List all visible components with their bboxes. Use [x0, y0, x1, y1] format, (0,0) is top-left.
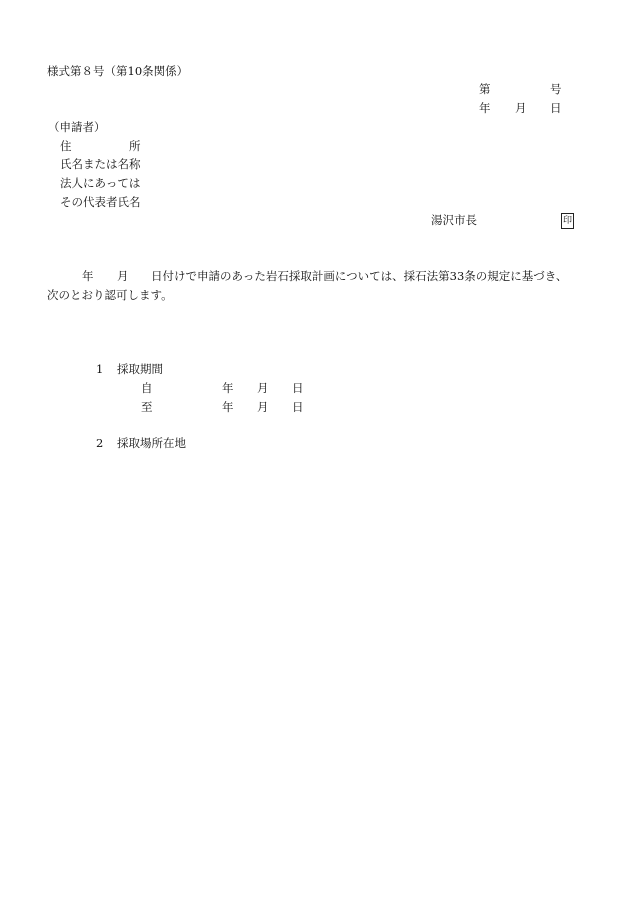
applicant-heading: （申請者） — [48, 120, 106, 134]
date-day: 日 — [550, 101, 562, 115]
representative-label: その代表者氏名 — [60, 195, 141, 209]
corp-label: 法人にあっては — [60, 176, 141, 190]
form-number: 様式第８号（第10条関係） — [47, 64, 189, 78]
date-month: 月 — [515, 101, 527, 115]
period-to-year: 年 — [222, 400, 234, 414]
body-line-2: 次のとおり認可します。 — [47, 288, 173, 302]
item-1-number: 1 — [96, 362, 104, 376]
period-to-day: 日 — [292, 400, 304, 414]
item-2-label: 採取場所在地 — [117, 436, 186, 450]
number-prefix: 第 — [479, 82, 491, 96]
period-from-year: 年 — [222, 381, 234, 395]
item-2-number: 2 — [96, 436, 104, 450]
period-from-day: 日 — [292, 381, 304, 395]
date-year: 年 — [479, 101, 491, 115]
seal-mark: 印 — [561, 213, 574, 229]
period-from-month: 月 — [257, 381, 269, 395]
number-suffix: 号 — [550, 82, 562, 96]
body-month: 月 — [117, 269, 129, 283]
period-from-label: 自 — [141, 381, 153, 395]
item-1-label: 採取期間 — [117, 362, 163, 376]
body-year: 年 — [82, 269, 94, 283]
issuer-title: 湯沢市長 — [431, 213, 477, 227]
address-label-2: 所 — [129, 139, 141, 153]
address-label-1: 住 — [60, 139, 72, 153]
name-label: 氏名または名称 — [60, 157, 141, 171]
period-to-label: 至 — [141, 400, 153, 414]
body-line-1: 日付けで申請のあった岩石採取計画については、採石法第33条の規定に基づき、 — [151, 269, 568, 283]
period-to-month: 月 — [257, 400, 269, 414]
